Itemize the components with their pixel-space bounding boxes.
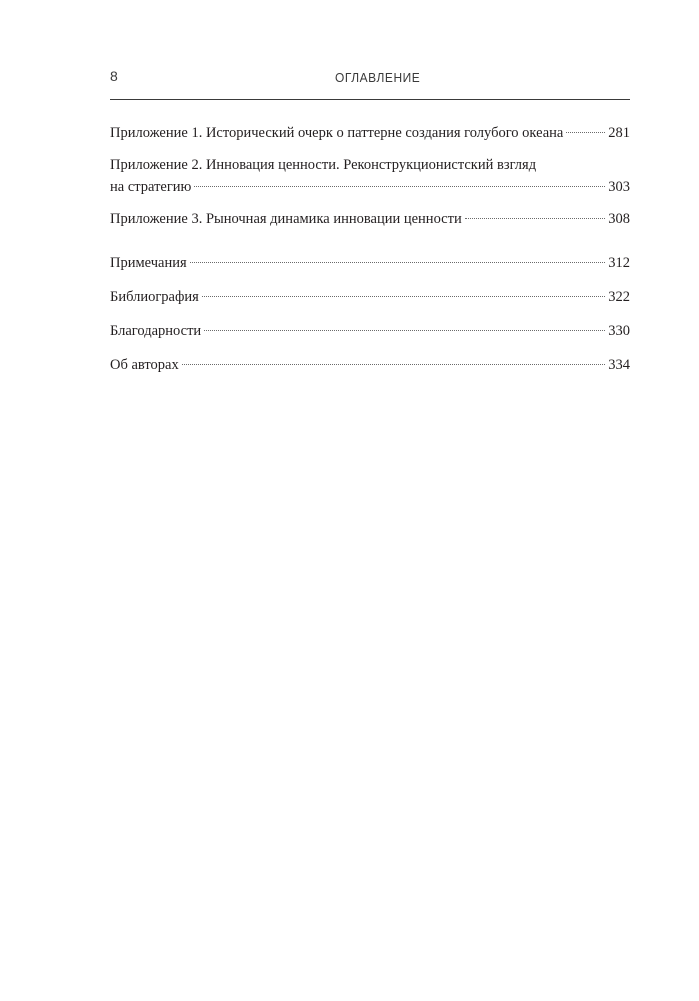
header-rule bbox=[110, 99, 630, 100]
running-title: ОГЛАВЛЕНИЕ bbox=[335, 70, 421, 85]
dot-leader bbox=[465, 218, 606, 219]
toc-entry-title: Приложение 3. Рыночная динамика инновации ценности bbox=[110, 211, 462, 227]
page-header bbox=[110, 68, 630, 90]
toc-entry-page: 303 bbox=[608, 179, 630, 195]
toc-entry-title: Об авторах bbox=[110, 357, 179, 373]
toc-entry-page: 308 bbox=[608, 211, 630, 227]
toc-entry-page: 330 bbox=[608, 323, 630, 339]
dot-leader bbox=[182, 364, 606, 365]
toc-entry-title: Благодарности bbox=[110, 323, 202, 339]
dot-leader bbox=[202, 296, 605, 297]
dot-leader bbox=[194, 186, 605, 187]
toc-entry[interactable] bbox=[110, 320, 630, 342]
toc-entry-title: Приложение 1. Исторический очерк о паттерне создания голубого океана bbox=[110, 125, 564, 141]
toc-entry[interactable] bbox=[110, 122, 630, 144]
dot-leader bbox=[204, 330, 605, 331]
toc-entry[interactable] bbox=[110, 208, 630, 230]
toc-entry[interactable] bbox=[110, 286, 630, 308]
toc-entry-page: 334 bbox=[608, 357, 630, 373]
toc-entry-title: Примечания bbox=[110, 255, 187, 271]
toc-entry[interactable] bbox=[110, 252, 630, 274]
toc-entry-title: Библиография bbox=[110, 289, 199, 305]
toc-entry-page: 312 bbox=[608, 255, 630, 271]
toc-entry[interactable] bbox=[110, 154, 630, 198]
toc-entry-page: 281 bbox=[608, 125, 630, 141]
table-of-contents bbox=[110, 122, 630, 376]
dot-leader bbox=[566, 132, 605, 133]
toc-entry[interactable] bbox=[110, 354, 630, 376]
toc-entry-title: Приложение 2. Инновация ценности. Реконструкционистский взгляд bbox=[110, 157, 537, 173]
dot-leader bbox=[190, 262, 606, 263]
toc-entry-title-continued: на стратегию bbox=[110, 179, 192, 195]
page-number: 8 bbox=[110, 68, 119, 84]
toc-entry-page: 322 bbox=[608, 289, 630, 305]
